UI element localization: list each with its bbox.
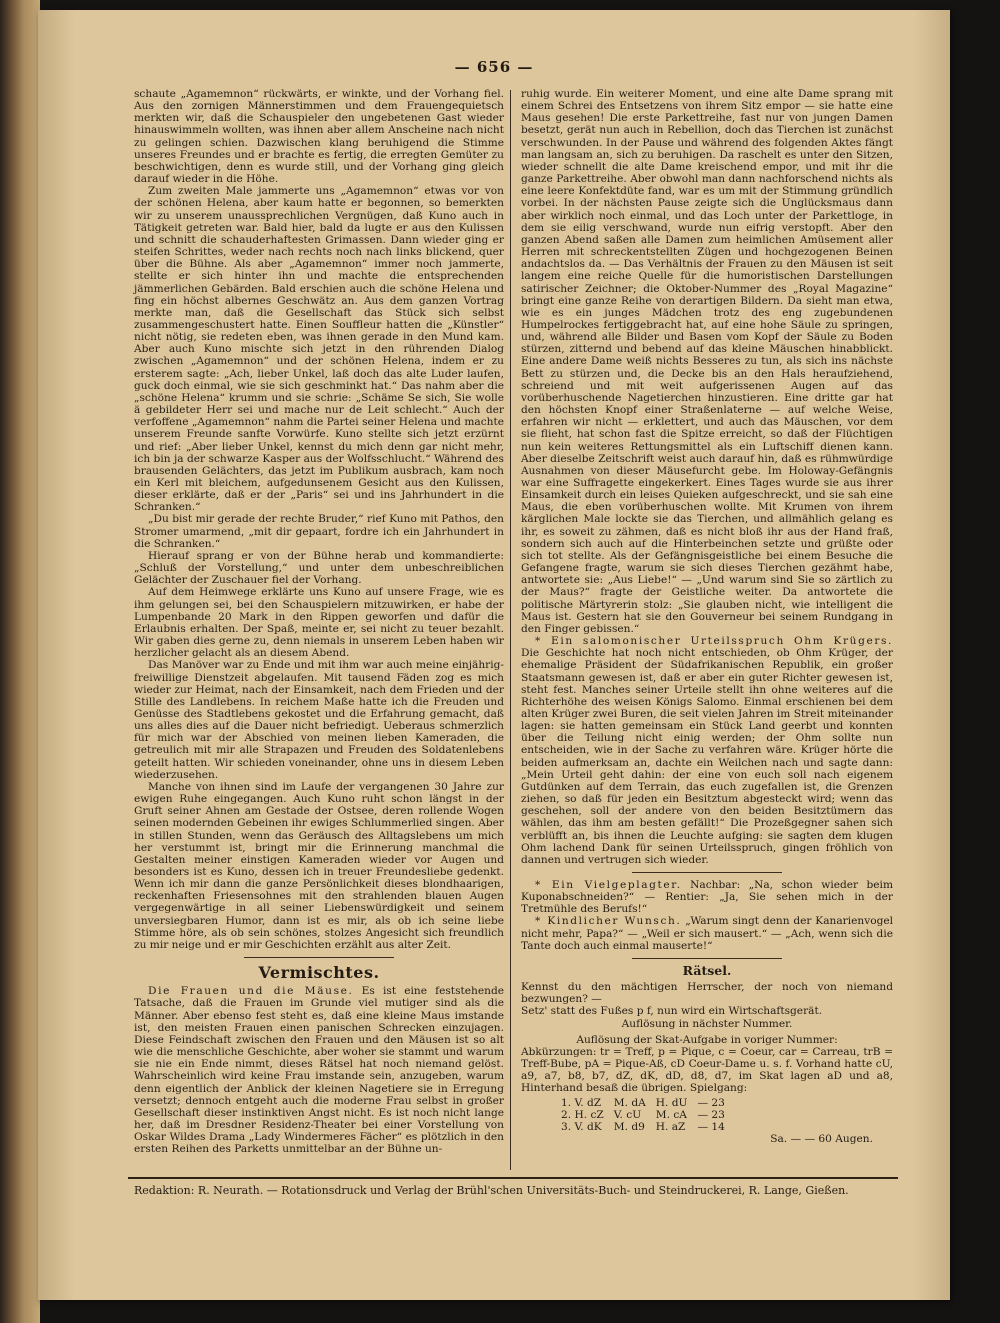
article-paragraph: Hierauf sprang er von der Bühne herab und kommandierte: „Schluß der Vorstellung,“ und unter dem unbeschreiblichen Gelächter der Zuschauer fiel der Vorhang.: [134, 549, 504, 587]
riddle-title: Rätsel.: [682, 962, 732, 978]
riddle-line: Kennst du den mächtigen Herrscher, der noch von niemand bezwungen? —: [521, 981, 893, 1006]
article-paragraph: „Du bist mir gerade der rechte Bruder,“ rief Kuno mit Pathos, den Stromer umarmend, „mit dir gepaart, fordre ich ein Jahrhundert in die Schranken.“: [134, 513, 504, 550]
table-row: [561, 1121, 735, 1133]
misc-item-wunsch: [521, 915, 893, 951]
table-cell: 3. V. dK: [561, 1120, 602, 1133]
right-column: [521, 88, 893, 1145]
skat-title: Auflösung der Skat-Aufgabe in voriger Nummer:: [576, 1033, 838, 1046]
article-paragraph: Das Manöver war zu Ende und mit ihm war auch meine einjährig-freiwillige Dienstzeit abgelaufen. Mit tausend Fäden zog es mich wieder zur Heimat, nach der Einsamkeit, nach dem Frieden und der Stille des Landlebens. In reichem Maße hatte ich die Freuden und Genüsse des Stadtlebens gekostet und die Erfahrung gemacht, daß uns alles dies auf die Dauer nicht befriedigt. Ueberaus schmerzlich für mich war der Abschied von meinen lieben Kameraden, die getreulich mit mir alle Strapazen und Freuden des Soldatenlebens geteilt hatten. Wir schieden voneinander, ohne uns in diesem Leben wiederzusehen.: [134, 659, 504, 781]
section-item-text: Es ist eine feststehende Tatsache, daß die Frauen im Grunde viel mutiger sind als die Männer. Aber ebenso fest steht es, daß eine kleine Maus imstande ist, den meisten Frauen einen panischen Schrecken einzujagen. Diese Feindschaft zwischen den Frauen und den Mäusen ist so alt wie die menschliche Geschichte, aber woher sie stammt und warum sie nie ein Ende nimmt, dieses Rätsel hat noch niemand gelöst. Wahrscheinlich wird keine Frau imstande sein, anzugeben, warum denn eigentlich der Anblick der kleinen Nagetiere sie in Erregung versetzt; dennoch entgeht auch die moderne Frau selbst in großer Gesellschaft dieser instinktiven Angst nicht. Es ist noch nicht lange her, daß im Dresdner Residenz-Theater bei einer Vorstellung von Oskar Wildes Drama „Lady Windermeres Fächer“ es plötzlich in den ersten Reihen des Parketts unmittelbar an der Bühne un-: [134, 985, 504, 1156]
table-cell: M. dA: [613, 1096, 646, 1109]
section-item: [134, 985, 504, 1155]
article-paragraph: schaute „Agamemnon“ rückwärts, er winkte, und der Vorhang fiel. Aus den zornigen Männerstimmen und dem Frauengequietsch merkten wir, daß die Schauspieler den ungebetenen Gast wieder hinauswimmeln wollten, was ihnen aber allem Anscheine nach nicht zu gelingen schien. Dazwischen klang beruhigend die Stimme unseres Freundes und er brachte es fertig, die erregten Gemüter zu beschwichtigen, denn es wurde still, und der Vorhang ging gleich darauf wieder in die Höhe.: [134, 88, 504, 186]
table-cell: M. d9: [613, 1120, 645, 1133]
divider: [632, 872, 782, 873]
table-cell: — 14: [697, 1120, 725, 1133]
article-paragraph: Manche von ihnen sind im Laufe der vergangenen 30 Jahre zur ewigen Ruhe eingegangen. Auch Kuno ruht schon längst in der Gruft seiner Ahnen am Gestade der Ostsee, deren rollende Wogen seinen modernden Gebeinen ihr ewiges Schlummerlied singen. Aber in stillen Stunden, wenn das Geräusch des Alltagslebens um mich her verstummt ist, bringt mir die Erinnerung manchmal die Gestalten meiner einstigen Kameraden wieder vor Augen und besonders ist es Kuno, dessen ich in treuer Freundesliebe gedenkt. Wenn ich mir dann die ganze Persönlichkeit dieses blondhaarigen, reckenhaften Friesensohnes mit den strahlenden blauen Augen vergegenwärtige in all seiner Liebenswürdigkeit und seinem unversiegbaren Humor, dann ist es mir, als ob ich seine liebe Stimme höre, als ob sein schönes, stolzes Angesicht sich freundlich zu mir neige und er mir Geschichten erzählt aus alter Zeit.: [134, 780, 504, 951]
newspaper-page: [38, 10, 950, 1300]
misc-item-kruger: [521, 635, 893, 866]
riddle-note: Auflösung in nächster Nummer.: [621, 1017, 793, 1030]
column-divider: [510, 90, 511, 1170]
page-number: — 656 —: [454, 58, 534, 76]
misc-item-title: * Ein salomonischer Urteilsspruch Ohm Krügers.: [535, 635, 893, 648]
table-cell: H. dU: [655, 1096, 688, 1109]
footer-rule: [128, 1177, 898, 1179]
table-cell: V. cU: [613, 1108, 642, 1121]
imprint-footer: Redaktion: R. Neurath. — Rotationsdruck und Verlag der Brühl'schen Universitäts-Buch- und Steindruckerei, R. Lange, Gießen.: [134, 1184, 849, 1197]
misc-item-title: * Ein Vielgeplagter.: [535, 879, 682, 891]
table-row: [561, 1109, 735, 1121]
divider: [244, 957, 394, 958]
book-spine-edge: [0, 0, 40, 1323]
skat-solution-table: [561, 1097, 735, 1133]
misc-item-text: Nachbar: „Na, schon wieder beim Kuponabschneiden?“ — Rentier: „Ja, Sie sehen mich in der Tretmühle des Berufs!“: [521, 879, 893, 916]
article-paragraph: ruhig wurde. Ein weiterer Moment, und eine alte Dame sprang mit einem Schrei des Entsetzens von ihrem Sitz empor — sie hatte eine Maus gesehen! Die erste Parkettreihe, fast nur von jungen Damen besetzt, gerät nun auch in Rebellion, doch das Tierchen ist zunächst verschwunden. In der Pause und während des folgenden Aktes fängt man langsam an, sich zu beruhigen. Da raschelt es unter den Sitzen, wieder schnellt die alte Dame kreischend empor, und mit ihr die ganze Parkettreihe. Aber obwohl man dann nachforschend nichts als eine leere Konfektdüte fand, war es um mit der Stimmung gründlich vorbei. In der nächsten Pause zeigte sich die Unglücksmaus dann aber wirklich noch einmal, und das Loch unter der Parkettloge, in dem sie eilig verschwand, wurde nun eifrig verstopft. Aber den ganzen Abend saßen alle Damen zum heimlichen Amüsement aller Herren mit schreckentstellten Zügen und hochgezogenen Beinen andachtslos da. — Das Verhältnis der Frauen zu den Mäusen ist seit langem eine reiche Quelle für die humoristischen Darstellungen satirischer Zeichner; die Oktober-Nummer des „Royal Magazine“ bringt eine ganze Reihe von derartigen Bildern. Da sieht man etwa, wie es ein junges Mädchen trotz des eng zugebundenen Humpelrockes fertiggebracht hat, auf eine hohe Säule zu springen, und, während alle Bilder und Basen vom Kopf der Säule zu Boden stürzen, zitternd und bebend auf das kleine Mäuschen hinabblickt. Eine andere Dame weiß nichts Besseres zu tun, als sich ins nächste Bett zu stürzen und, die Decke bis an den Hals heraufziehend, schreiend und mit weit aufgerissenen Augen auf das vorüberhuschende Nagetierchen hinzustieren. Eine dritte gar hat den höchsten Knopf einer Straßenlaterne — auf welche Weise, erfahren wir nicht — erklettert, und auch das Mäuschen, vor dem sie flieht, hat schon fast die Spitze erreicht, so daß der Flüchtigen nun kein weiteres Rettungsmittel als ein Luftschiff dienen kann. Aber dieselbe Zeitschrift weist auch darauf hin, daß es rühmwürdige Ausnahmen von dieser Mäusefurcht gebe. Im Holoway-Gefängnis war eine Suffragette eingekerkert. Eines Tages wurde sie aus ihrer Einsamkeit durch ein leises Quieken aufgeschreckt, und sie sah eine Maus, die eben vorüberhuschen wollte. Mit Krumen von ihrem kärglichen Male lockte sie das Tierchen, und allmählich gelang es ihr, es soweit zu zähmen, daß es nicht bloß ihr aus der Hand fraß, sondern sich auch auf die Hinterbeinchen setzte und grüßte oder sich tot stellte. Als der Gefängnisgeistliche bei einem Besuche die Gefangene fragte, warum sie sich dieses Tierchen gezähmt habe, antwortete sie: „Aus Liebe!“ — „Und warum sind Sie so zärtlich zu der Maus?“ fragte der Geistliche weiter. Da antwortete die politische Märtyrerin stolz: „Sie glauben nicht, wie intelligent die Maus ist. Gestern hat sie den Gouverneur bei seinem Rundgang in den Finger gebissen.“: [521, 88, 893, 635]
section-item-title: Die Frauen und die Mäuse.: [148, 985, 354, 998]
misc-item-geplagter: [521, 879, 893, 915]
table-cell: — 23: [697, 1108, 725, 1121]
table-cell: 1. V. dZ: [561, 1096, 602, 1109]
table-cell: M. cA: [655, 1108, 687, 1121]
skat-text: Abkürzungen: tr = Treff, p = Pique, c = Coeur, car = Carreau, trB = Treff-Bube, pA = Pique-Aß, cD Coeur-Dame u. s. f. Vorhand hatte cU, a9, a7, b8, b7, dZ, dK, dD, d8, d7, im Skat lagen aD und a8, Hinterhand besaß die übrigen. Spielgang:: [521, 1045, 893, 1095]
table-cell: H. aZ: [655, 1120, 686, 1133]
skat-total: Sa. — — 60 Augen.: [770, 1132, 873, 1145]
section-heading: Vermischtes.: [258, 963, 380, 983]
riddle-line: Setz' statt des Fußes p f, nun wird ein Wirtschaftsgerät.: [521, 1005, 823, 1018]
left-column: [134, 88, 504, 1155]
misc-item-text: Die Geschichte hat noch nicht entschieden, ob Ohm Krüger, der ehemalige Präsident der Südafrikanischen Republik, ein großer Staatsmann gewesen ist, daß er aber ein guter Richter gewesen ist, steht fest. Manches seiner Urteile stellt ihn ohne weiteres auf die Richterhöhe des weisen Königs Salomo. Einmal erschienen bei dem alten Krüger zwei Buren, die seit vielen Jahren im Streit miteinander lagen: sie hatten gemeinsam ein Stück Land geerbt und konnten über die Teilung nicht einig werden; der Ohm sollte nun entscheiden, wie in der Sache zu verfahren wäre. Krüger hörte die beiden aufmerksam an, dachte ein Weilchen nach und sagte dann: „Mein Urteil geht dahin: der eine von euch soll nach eigenem Gutdünken auf dem Terrain, das euch zugefallen ist, die Grenzen ziehen, so daß für jeden ein Besitztum abgesteckt wird; wenn das geschehen, soll der andere von den beiden Besitztümern das wählen, das ihm am besten gefällt!“ Die Prozeßgegner sahen sich verblüfft an, bis ihnen die Leuchte aufging: sie sagten dem klugen Ohm lachend Dank für seinen Urteilsspruch, gingen fröhlich von dannen und vertrugen sich wieder.: [521, 647, 893, 866]
article-paragraph: Zum zweiten Male jammerte uns „Agamemnon“ etwas vor von der schönen Helena, aber kaum hatte er begonnen, so bemerkten wir zu unserem unaussprechlichen Vergnügen, daß Kuno auch in Tätigkeit getreten war. Bald hier, bald da lugte er aus den Kulissen und schnitt die schauderhaftesten Grimassen. Dann wieder ging er steifen Schrittes, weder nach rechts noch nach links blickend, quer über die Bühne. Als aber „Agamemnon“ immer noch jammerte, stellte er sich hinter ihn und machte die entsprechenden jämmerlichen Gebärden. Bald erschien auch die schöne Helena und fing ein höchst albernes Geschwätz an. Aus dem ganzen Vortrag merkte man, daß die Gesellschaft das Stück sich selbst zusammengeschustert hatte. Einen Souffleur hatten die „Künstler“ nicht nötig, sie redeten eben, was ihnen gerade in den Mund kam. Aber auch Kuno mischte sich jetzt in den rührenden Dialog zwischen „Agamemnon“ und der schönen Helena, indem er zu ersterem sagte: „Ach, lieber Unkel, laß doch das alte Luder laufen, guck doch einmal, wie sie sich geschminkt hat.“ Das nahm aber die „schöne Helena“ krumm und sie schrie: „Schäme Se sich, Sie wolle ä gebildeter Herr sei und mache nur de Leit schlecht.“ Auch der verfoffene „Agamemnon“ nahm die Partei seiner Helena und machte unserem Freunde sanfte Vorwürfe. Kuno stellte sich jetzt erzürnt und rief: „Aber lieber Unkel, kennst du mich denn gar nicht mehr, ich bin ja der schwarze Kasper aus der Wolfsschlucht.“ Während des brausenden Gelächters, das jetzt im Publikum ausbrach, kam noch ein Kerl mit bleichem, aufgedunsenem Gesicht aus den Kulissen, dieser erklärte, daß er der „Paris“ sei und ins Jahrhundert in die Schranken.“: [134, 185, 504, 514]
table-cell: 2. H. cZ: [561, 1108, 604, 1121]
misc-item-title: * Kindlicher Wunsch.: [535, 915, 682, 928]
table-row: [561, 1097, 735, 1109]
divider: [632, 958, 782, 959]
article-paragraph: Auf dem Heimwege erklärte uns Kuno auf unsere Frage, wie es ihm gelungen sei, bei den Schauspielern mitzuwirken, er habe der Lumpenbande 20 Mark in den Rippen geworfen und dafür die Erlaubnis erhalten. Der Spaß, meinte er, sei nicht zu teuer bezahlt. Wir gaben dies gerne zu, denn niemals in unserem Leben haben wir herzlicher gelacht als an diesem Abend.: [134, 586, 504, 660]
table-cell: — 23: [697, 1096, 725, 1109]
misc-item-text: „Warum singt denn der Kanarienvogel nicht mehr, Papa?“ — „Weil er sich mausert.“ — „Ach, wenn sich die Tante doch auch einmal mauserte!“: [521, 915, 894, 952]
